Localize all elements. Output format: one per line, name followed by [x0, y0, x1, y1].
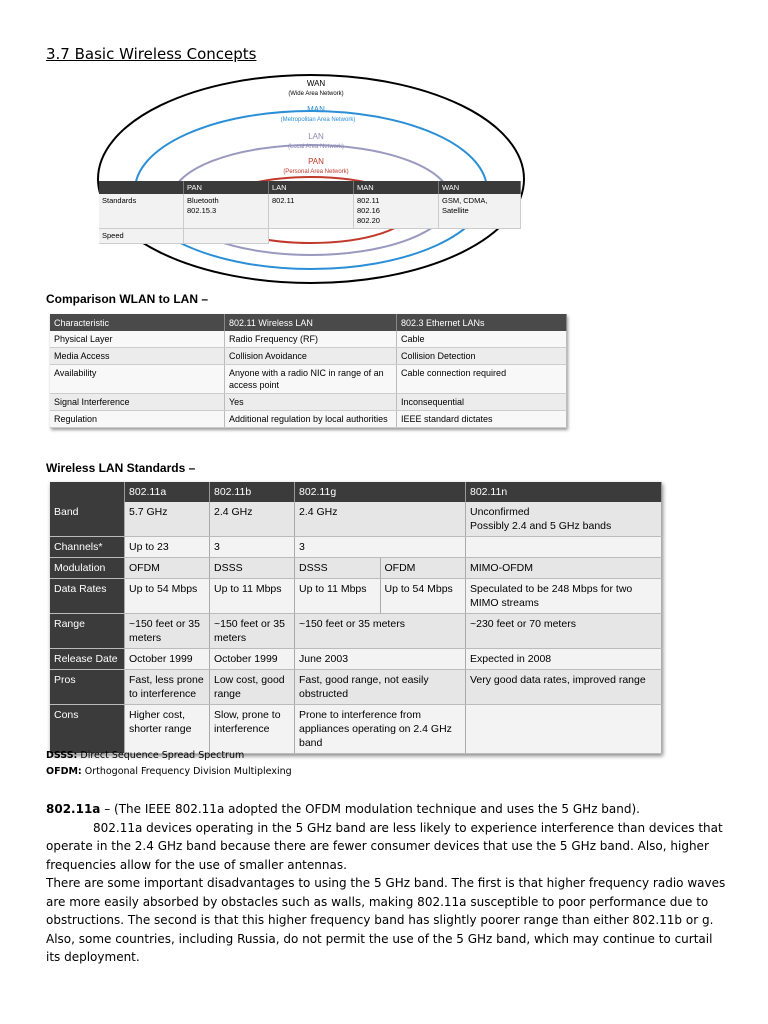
table-cell: Higher cost, shorter range: [125, 705, 210, 754]
row-label: Release Date: [50, 649, 125, 670]
table-cell: 2.4 GHz: [295, 502, 466, 537]
row-label: Data Rates: [50, 579, 125, 614]
ofdm-footnote: [46, 766, 292, 777]
comparison-heading: Comparison WLAN to LAN –: [46, 292, 208, 306]
table-cell: Up to 54 Mbps: [125, 579, 210, 614]
row-label: Speed: [99, 229, 184, 244]
table-cell: Bluetooth 802.15.3: [184, 194, 269, 229]
wan-label: WAN: [306, 79, 326, 88]
network-scope-diagram: [0, 70, 768, 290]
table-cell: DSSS: [295, 558, 381, 579]
table-cell: DSSS: [210, 558, 295, 579]
page-title: 3.7 Basic Wireless Concepts: [46, 45, 257, 63]
man-desc: (Metropolitan Area Network): [280, 117, 356, 123]
table-row: [50, 365, 567, 394]
table-cell: Speculated to be 248 Mbps for two MIMO streams: [466, 579, 662, 614]
lan-label: LAN: [308, 132, 324, 141]
table-cell: Additional regulation by local authorities: [225, 411, 397, 428]
table-header: [50, 482, 125, 502]
table-cell: Up to 23: [125, 537, 210, 558]
lead-paragraph: [46, 800, 726, 819]
table-cell: ~150 feet or 35 meters: [210, 614, 295, 649]
paragraph: 802.11a devices operating in the 5 GHz band are less likely to experience interference than devices that operate in the 2.4 GHz band because there are fewer consumer devices that use the 5 GHz band. Also, higher frequencies allow for the use of smaller antennas.: [46, 820, 723, 872]
row-label: Standards: [99, 194, 184, 229]
abbr-meaning: Direct Sequence Spread Spectrum: [77, 750, 245, 761]
table-cell: [269, 229, 354, 244]
table-cell: MIMO-OFDM: [466, 558, 662, 579]
network-standards-table: [99, 181, 521, 244]
table-cell: Up to 11 Mbps: [210, 579, 295, 614]
table-row: [50, 614, 662, 649]
table-cell: Low cost, good range: [210, 670, 295, 705]
table-row: [50, 502, 662, 537]
table-row: [50, 348, 567, 365]
table-cell: Cable: [397, 331, 567, 348]
wan-desc: (Wide Area Network): [288, 91, 344, 97]
body-text: [46, 800, 726, 967]
lan-desc: (Local Area Network): [287, 144, 345, 150]
table-cell: Expected in 2008: [466, 649, 662, 670]
table-row: [50, 705, 662, 754]
table-cell: Up to 54 Mbps: [380, 579, 466, 614]
table-cell: Prone to interference from appliances operating on 2.4 GHz band: [295, 705, 466, 754]
table-header: MAN: [354, 181, 439, 194]
table-header: Characteristic: [50, 314, 225, 331]
table-cell: Yes: [225, 394, 397, 411]
table-cell: [466, 537, 662, 558]
row-label: Band: [50, 502, 125, 537]
table-cell: Unconfirmed Possibly 2.4 and 5 GHz bands: [466, 502, 662, 537]
table-cell: Signal Interference: [50, 394, 225, 411]
table-header-row: [99, 181, 521, 194]
table-header: 802.11n: [466, 482, 662, 502]
table-cell: June 2003: [295, 649, 466, 670]
table-header: LAN: [269, 181, 354, 194]
table-header: 802.11g: [295, 482, 466, 502]
table-cell: Fast, good range, not easily obstructed: [295, 670, 466, 705]
table-row: [50, 411, 567, 428]
table-header: PAN: [184, 181, 269, 194]
table-cell: October 1999: [210, 649, 295, 670]
table-cell: Physical Layer: [50, 331, 225, 348]
standards-heading: Wireless LAN Standards –: [46, 461, 196, 475]
table-cell: ~150 feet or 35 meters: [125, 614, 210, 649]
table-cell: ~230 feet or 70 meters: [466, 614, 662, 649]
paragraph: There are some important disadvantages to using the 5 GHz band. The first is that higher frequency radio waves are more easily absorbed by obstacles such as walls, making 802.11a susceptible to poor performance due to obstructions. The second is that this higher frequency band has slightly poorer range than either 802.11b or g. Also, some countries, including Russia, do not permit the use of the 5 GHz band, which may continue to curtail its deployment.: [46, 876, 726, 964]
lead-text: – (The IEEE 802.11a adopted the OFDM modulation technique and uses the 5 GHz band).: [100, 802, 640, 816]
table-cell: IEEE standard dictates: [397, 411, 567, 428]
abbr-term: OFDM:: [46, 766, 82, 777]
wireless-lan-standards-table: [50, 482, 662, 754]
table-cell: Fast, less prone to interference: [125, 670, 210, 705]
table-cell: ~150 feet or 35 meters: [295, 614, 466, 649]
table-cell: [354, 229, 439, 244]
table-cell: Slow, prone to interference: [210, 705, 295, 754]
wlan-lan-comparison-table: [50, 314, 567, 428]
table-row: [50, 558, 662, 579]
abbr-term: DSSS:: [46, 750, 78, 761]
table-cell: Media Access: [50, 348, 225, 365]
table-row: [50, 670, 662, 705]
table-cell: Collision Detection: [397, 348, 567, 365]
table-cell: 5.7 GHz: [125, 502, 210, 537]
table-cell: 3: [210, 537, 295, 558]
row-label: Pros: [50, 670, 125, 705]
table-cell: Radio Frequency (RF): [225, 331, 397, 348]
table-cell: Anyone with a radio NIC in range of an access point: [225, 365, 397, 394]
table-row: [99, 194, 521, 229]
table-header-row: [50, 482, 662, 502]
table-cell: OFDM: [125, 558, 210, 579]
table-cell: [439, 229, 521, 244]
table-cell: Cable connection required: [397, 365, 567, 394]
table-cell: Up to 11 Mbps: [295, 579, 381, 614]
table-row: [50, 649, 662, 670]
table-row: [50, 579, 662, 614]
table-row: [50, 331, 567, 348]
lead-term: 802.11a: [46, 802, 101, 816]
table-cell: Regulation: [50, 411, 225, 428]
table-header: 802.11 Wireless LAN: [225, 314, 397, 331]
row-label: Cons: [50, 705, 125, 754]
table-row: [50, 537, 662, 558]
row-label: Modulation: [50, 558, 125, 579]
table-cell: 2.4 GHz: [210, 502, 295, 537]
abbr-meaning: Orthogonal Frequency Division Multiplexing: [81, 766, 292, 777]
table-cell: [184, 229, 269, 244]
table-cell: [466, 705, 662, 754]
pan-label: PAN: [308, 157, 324, 166]
table-header: 802.3 Ethernet LANs: [397, 314, 567, 331]
table-cell: 802.11 802.16 802.20: [354, 194, 439, 229]
table-cell: Collision Avoidance: [225, 348, 397, 365]
row-label: Range: [50, 614, 125, 649]
table-row: [50, 394, 567, 411]
table-cell: Availability: [50, 365, 225, 394]
man-label: MAN: [307, 105, 325, 114]
table-header-row: [50, 314, 567, 331]
table-cell: Very good data rates, improved range: [466, 670, 662, 705]
table-header: 802.11b: [210, 482, 295, 502]
table-cell: OFDM: [380, 558, 466, 579]
table-header: [99, 181, 184, 194]
pan-desc: (Personal Area Network): [283, 169, 349, 175]
dsss-footnote: [46, 750, 244, 761]
row-label: Channels*: [50, 537, 125, 558]
table-cell: October 1999: [125, 649, 210, 670]
table-cell: 3: [295, 537, 466, 558]
table-cell: 802.11: [269, 194, 354, 229]
table-cell: Inconsequential: [397, 394, 567, 411]
table-row: [99, 229, 521, 244]
table-header: WAN: [439, 181, 521, 194]
table-header: 802.11a: [125, 482, 210, 502]
table-cell: GSM, CDMA, Satellite: [439, 194, 521, 229]
